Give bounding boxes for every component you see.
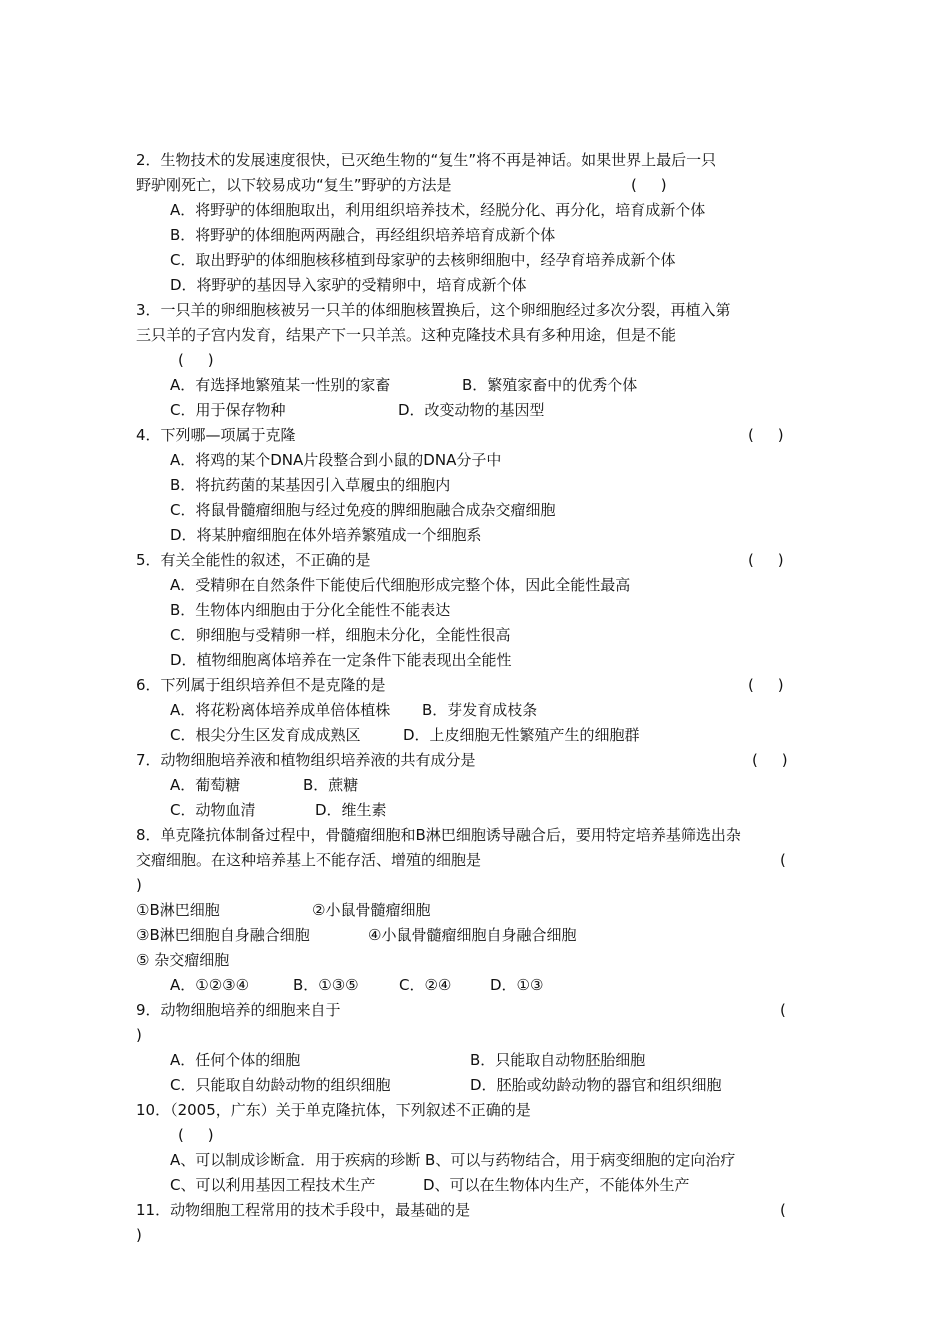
q11-stem: 11．动物细胞工程常用的技术手段中，最基础的是 [136,1201,471,1219]
q7-option-c: C．动物血清 [170,801,256,819]
q10-option-d: D、可以在生物体内生产，不能体外生产 [423,1176,690,1194]
q5-option-a: A．受精卵在自然条件下能使后代细胞形成完整个体，因此全能性最高 [170,576,631,594]
q2-option-c: C．取出野驴的体细胞核移植到母家驴的去核卵细胞中，经孕育培养成新个体 [170,251,676,269]
q8-paren-close: ) [136,876,142,894]
q9-paren-open: ( [780,1001,786,1019]
q5-option-b: B．生物体内细胞由于分化全能性不能表达 [170,601,451,619]
q8-item-2: ②小鼠骨髓瘤细胞 [312,901,431,919]
q9-option-c: C．只能取自幼龄动物的组织细胞 [170,1076,391,1094]
q10-answer-paren: ( ) [178,1126,214,1144]
q6-option-c: C．根尖分生区发育成成熟区 [170,726,361,744]
q2-option-a: A．将野驴的体细胞取出，利用组织培养技术，经脱分化、再分化，培育成新个体 [170,201,706,219]
q8-item-5: ⑤ 杂交瘤细胞 [136,951,230,969]
q3-option-c: C．用于保存物种 [170,401,286,419]
q2-stem-line1: 2．生物技术的发展速度很快，已灭绝生物的“复生”将不再是神话。如果世界上最后一只 [136,151,717,169]
q4-option-d: D．将某肿瘤细胞在体外培养繁殖成一个细胞系 [170,526,482,544]
q3-option-a: A．有选择地繁殖某一性别的家畜 [170,376,391,394]
q11-paren-close: ) [136,1226,142,1244]
q4-option-a: A．将鸡的某个DNA片段整合到小鼠的DNA分子中 [170,451,502,469]
q7-option-b: B．蔗糖 [303,776,359,794]
q7-stem: 7．动物细胞培养液和植物组织培养液的共有成分是 [136,751,476,769]
q4-stem: 4．下列哪—项属于克隆 [136,426,296,444]
q5-option-d: D．植物细胞离体培养在一定条件下能表现出全能性 [170,651,512,669]
q4-option-b: B．将抗药菌的某基因引入草履虫的细胞内 [170,476,451,494]
q2-answer-paren: ( ) [631,176,667,194]
q10-stem: 10．（2005，广东）关于单克隆抗体，下列叙述不正确的是 [136,1101,531,1119]
q7-option-a: A．葡萄糖 [170,776,241,794]
q8-paren-open: ( [780,851,786,869]
q11-paren-open: ( [780,1201,786,1219]
q4-answer-paren: ( ) [748,426,784,444]
q3-option-d: D．改变动物的基因型 [398,401,545,419]
q8-stem-line1: 8．单克隆抗体制备过程中，骨髓瘤细胞和B淋巴细胞诱导融合后，要用特定培养基筛选出杂 [136,826,741,844]
q6-stem: 6．下列属于组织培养但不是克隆的是 [136,676,386,694]
q9-option-a: A．任何个体的细胞 [170,1051,301,1069]
q6-option-d: D．上皮细胞无性繁殖产生的细胞群 [403,726,640,744]
q3-option-b: B．繁殖家畜中的优秀个体 [462,376,638,394]
q8-option-d: D．①③ [490,976,544,994]
q8-option-c: C．②④ [399,976,452,994]
q8-option-b: B．①③⑤ [293,976,359,994]
q10-option-c: C、可以利用基因工程技术生产 [170,1176,376,1194]
q2-option-d: D．将野驴的基因导入家驴的受精卵中，培育成新个体 [170,276,527,294]
q2-stem-line2: 野驴刚死亡，以下较易成功“复生”野驴的方法是 [136,176,452,194]
q5-answer-paren: ( ) [748,551,784,569]
q9-option-b: B．只能取自动物胚胎细胞 [470,1051,646,1069]
q3-answer-paren: ( ) [178,351,214,369]
q5-option-c: C．卵细胞与受精卵一样，细胞未分化，全能性很高 [170,626,511,644]
q8-item-4: ④小鼠骨髓瘤细胞自身融合细胞 [368,926,577,944]
q9-paren-close: ) [136,1026,142,1044]
q9-option-d: D．胚胎或幼龄动物的器官和组织细胞 [470,1076,722,1094]
q6-answer-paren: ( ) [748,676,784,694]
q10-option-ab: A、可以制成诊断盒．用于疾病的珍断 B、可以与药物结合，用于病变细胞的定向治疗 [170,1151,736,1169]
q8-item-3: ③B淋巴细胞自身融合细胞 [136,926,310,944]
q8-item-1: ①B淋巴细胞 [136,901,220,919]
q5-stem: 5．有关全能性的叙述，不正确的是 [136,551,371,569]
q9-stem: 9．动物细胞培养的细胞来自于 [136,1001,341,1019]
q6-option-b: B．芽发育成枝条 [422,701,538,719]
q6-option-a: A．将花粉离体培养成单倍体植株 [170,701,391,719]
q2-option-b: B．将野驴的体细胞两两融合，再经组织培养培育成新个体 [170,226,556,244]
q4-option-c: C．将鼠骨髓瘤细胞与经过免疫的脾细胞融合成杂交瘤细胞 [170,501,556,519]
q7-answer-paren: ( ) [752,751,788,769]
q3-stem-line1: 3．一只羊的卵细胞核被另一只羊的体细胞核置换后，这个卵细胞经过多次分裂，再植入第 [136,301,731,319]
q3-stem-line2: 三只羊的子宫内发育，结果产下一只羊羔。这种克隆技术具有多种用途，但是不能 [136,326,677,344]
q8-stem-line2: 交瘤细胞。在这种培养基上不能存活、增殖的细胞是 [136,851,482,869]
q8-option-a: A．①②③④ [170,976,250,994]
q7-option-d: D．维生素 [315,801,387,819]
